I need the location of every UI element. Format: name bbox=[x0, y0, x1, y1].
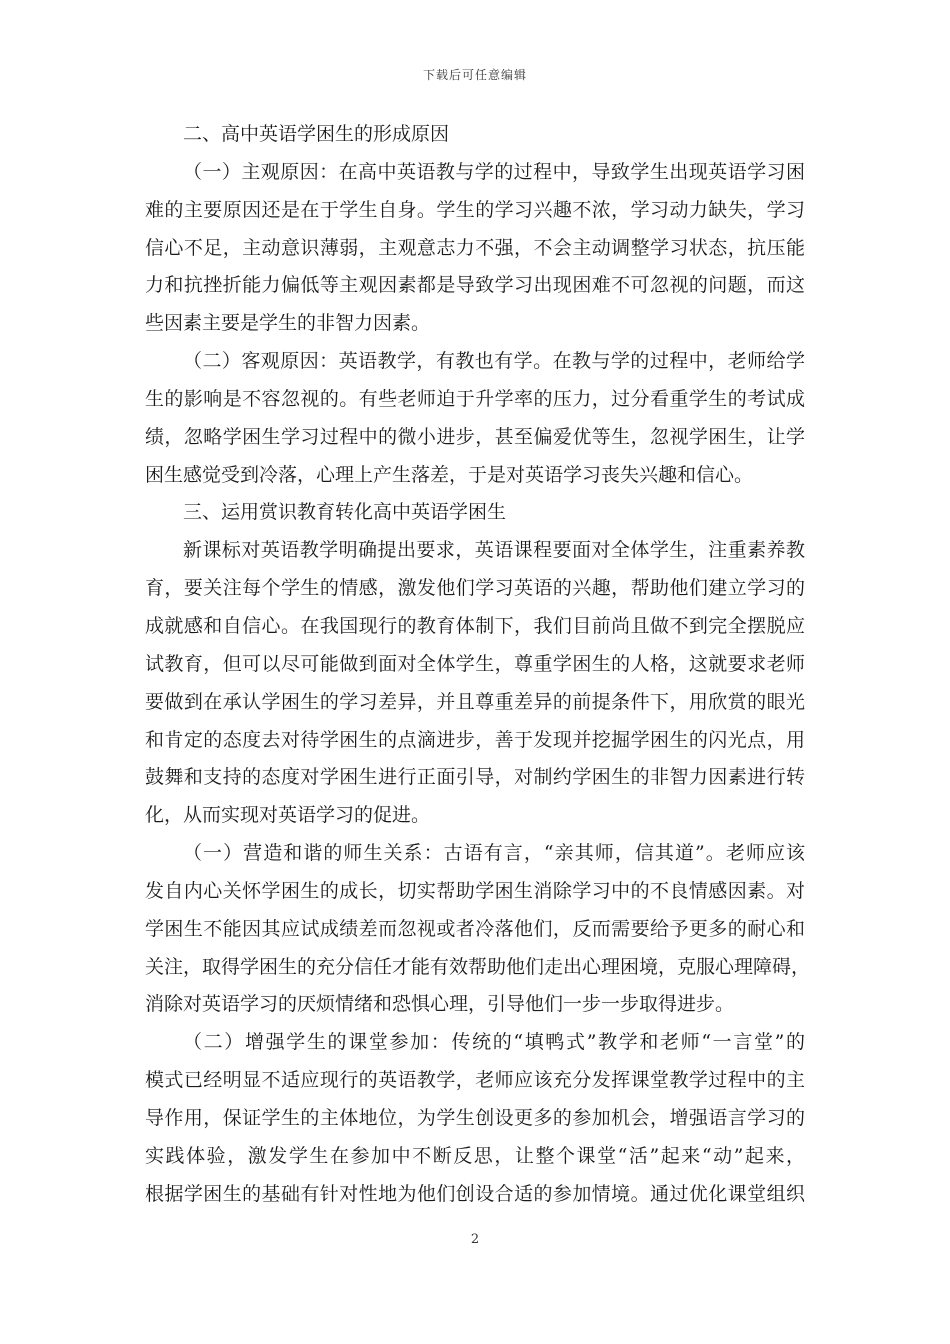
text-line: 育，要关注每个学生的情感，激发他们学习英语的兴趣，帮助他们建立学习的 bbox=[145, 577, 805, 600]
text-line: 力和抗挫折能力偏低等主观因素都是导致学习出现困难不可忽视的问题，而这 bbox=[145, 274, 805, 297]
text-line: 试教育，但可以尽可能做到面对全体学生，尊重学困生的人格，这就要求老师 bbox=[145, 652, 805, 675]
paragraph bbox=[145, 1024, 805, 1213]
text-line: （一）主观原因：在高中英语教与学的过程中，导致学生出现英语学习困 bbox=[183, 160, 805, 183]
text-line: 实践体验，激发学生在参加中不断反思，让整个课堂“活”起来“动”起来， bbox=[145, 1144, 805, 1167]
text-line: 要做到在承认学困生的学习差异，并且尊重差异的前提条件下，用欣赏的眼光 bbox=[145, 690, 805, 713]
text-line: 消除对英语学习的厌烦情绪和恐惧心理，引导他们一步一步取得进步。 bbox=[145, 993, 735, 1016]
text-line: 导作用，保证学生的主体地位，为学生创设更多的参加机会，增强语言学习的 bbox=[145, 1106, 805, 1129]
document-body bbox=[145, 116, 811, 1213]
text-line: 新课标对英语教学明确提出要求，英语课程要面对全体学生，注重素养教 bbox=[183, 539, 805, 562]
page-header: 下载后可任意编辑 bbox=[422, 68, 527, 82]
text-line: （二）客观原因：英语教学，有教也有学。在教与学的过程中，老师给学 bbox=[183, 350, 805, 373]
text-line: 信心不足，主动意识薄弱，主观意志力不强，不会主动调整学习状态，抗压能 bbox=[145, 236, 805, 259]
paragraph bbox=[145, 532, 805, 835]
text-line: 二、高中英语学困生的形成原因 bbox=[183, 123, 450, 145]
text-line: 三、运用赏识教育转化高中英语学困生 bbox=[183, 501, 507, 524]
text-line: 成就感和自信心。在我国现行的教育体制下，我们目前尚且做不到完全摆脱应 bbox=[145, 614, 805, 637]
page-number: 2 bbox=[470, 1232, 480, 1247]
text-line: 些因素主要是学生的非智力因素。 bbox=[145, 312, 431, 335]
text-line: 鼓舞和支持的态度对学困生进行正面引导，对制约学困生的非智力因素进行转 bbox=[145, 766, 805, 789]
section-heading bbox=[145, 494, 805, 532]
text-line: 关注，取得学困生的充分信任才能有效帮助他们走出心理困境，克服心理障碍， bbox=[145, 955, 811, 978]
text-line: （二）增强学生的课堂参加：传统的“填鸭式”教学和老师“一言堂”的 bbox=[183, 1031, 805, 1054]
paragraph bbox=[145, 154, 805, 343]
text-line: 化，从而实现对英语学习的促进。 bbox=[145, 804, 431, 827]
text-line: 根据学困生的基础有针对性地为他们创设合适的参加情境。通过优化课堂组织 bbox=[145, 1182, 805, 1205]
section-heading bbox=[145, 116, 805, 154]
paragraph bbox=[145, 835, 811, 1024]
text-line: 困生感觉受到冷落，心理上产生落差，于是对英语学习丧失兴趣和信心。 bbox=[145, 463, 754, 486]
text-line: 模式已经明显不适应现行的英语教学，老师应该充分发挥课堂教学过程中的主 bbox=[145, 1069, 805, 1092]
text-line: （一）营造和谐的师生关系：古语有言，“亲其师，信其道”。老师应该 bbox=[183, 842, 805, 865]
text-line: 绩，忽略学困生学习过程中的微小进步，甚至偏爱优等生，忽视学困生，让学 bbox=[145, 425, 805, 448]
text-line: 发自内心关怀学困生的成长，切实帮助学困生消除学习中的不良情感因素。对 bbox=[145, 879, 805, 902]
text-line: 难的主要原因还是在于学生自身。学生的学习兴趣不浓，学习动力缺失，学习 bbox=[145, 198, 805, 221]
paragraph bbox=[145, 343, 805, 494]
text-line: 和肯定的态度去对待学困生的点滴进步，善于发现并挖掘学困生的闪光点，用 bbox=[145, 728, 805, 751]
text-line: 学困生不能因其应试成绩差而忽视或者冷落他们，反而需要给予更多的耐心和 bbox=[145, 917, 805, 940]
text-line: 生的影响是不容忽视的。有些老师迫于升学率的压力，过分看重学生的考试成 bbox=[145, 387, 805, 410]
